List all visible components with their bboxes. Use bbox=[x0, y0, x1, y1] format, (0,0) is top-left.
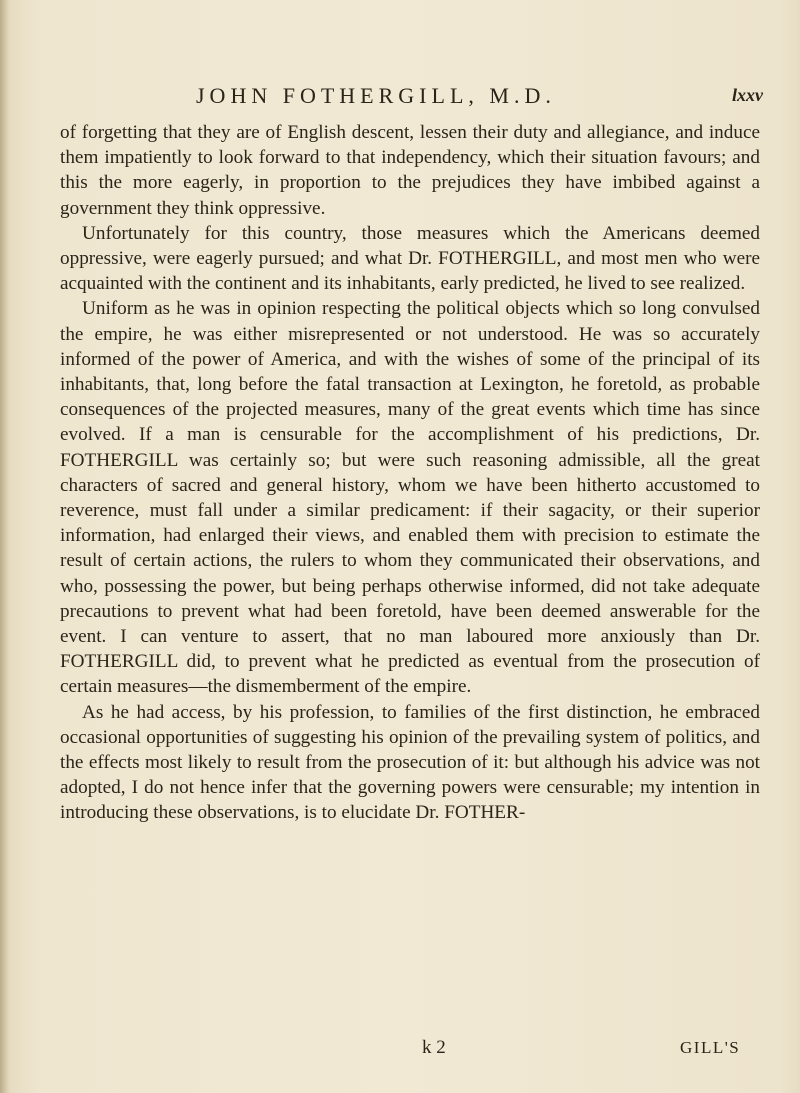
running-head: JOHN FOTHERGILL, M.D. bbox=[196, 83, 556, 108]
page-number: lxxv bbox=[732, 85, 763, 105]
page-header bbox=[0, 83, 800, 113]
body-text bbox=[60, 120, 760, 826]
paragraph-2: Unfortunately for this country, those measures which the Americans deemed oppressive, were eagerly pursued; and what Dr. FOTHERGILL, and most men who were acquainted with the continent and its inhabitants, early predicted, he lived to see realized. bbox=[60, 222, 760, 295]
paragraph-1: of forgetting that they are of English descent, lessen their duty and allegiance, and induce them impatiently to look forward to that independency, which their situation favours; and this the more eagerly, in proportion to the prejudices they have imbibed against a government they think oppressive. bbox=[60, 122, 760, 219]
page-footer bbox=[0, 1037, 800, 1063]
signature-mark: k 2 bbox=[422, 1037, 446, 1058]
page-gutter bbox=[0, 0, 10, 1093]
paragraph-3: Uniform as he was in opinion respecting the political objects which so long convulsed the empire, he was either misrepresented or not understood. He was so accurately informed of the power of America, and with the wishes of some of the principal of its inhabitants, that, long before the fatal transaction at Lexington, he foretold, as probable consequences of the projected measures, many of the great events which time has since evolved. If a man is censurable for the accomplishment of his predictions, Dr. FOTHERGILL was certainly so; but were such reasoning admissible, all the great characters of sacred and general history, whom we have been hitherto accustomed to reverence, must fall under a similar predicament: if their sagacity, or their superior information, had enlarged their views, and enabled them with precision to estimate the result of certain actions, the rulers to whom they communicated their observations, and who, possessing the power, but being perhaps otherwise informed, did not take adequate precautions to prevent what had been foretold, have been deemed answerable for the event. I can venture to assert, that no man laboured more anxiously than Dr. FOTHERGILL did, to prevent what he predicted as eventual from the prosecution of certain measures—the dismemberment of the empire. bbox=[60, 298, 760, 698]
catchword: GILL'S bbox=[680, 1038, 741, 1057]
paragraph-4: As he had access, by his profession, to families of the first distinction, he embraced occasional opportunities of suggesting his opinion of the prevailing system of politics, and the effects most likely to result from the prosecution of it: but although his advice was not adopted, I do not hence infer that the governing powers were censurable; my intention in introducing these observations, is to elucidate Dr. FOTHER- bbox=[60, 701, 760, 824]
